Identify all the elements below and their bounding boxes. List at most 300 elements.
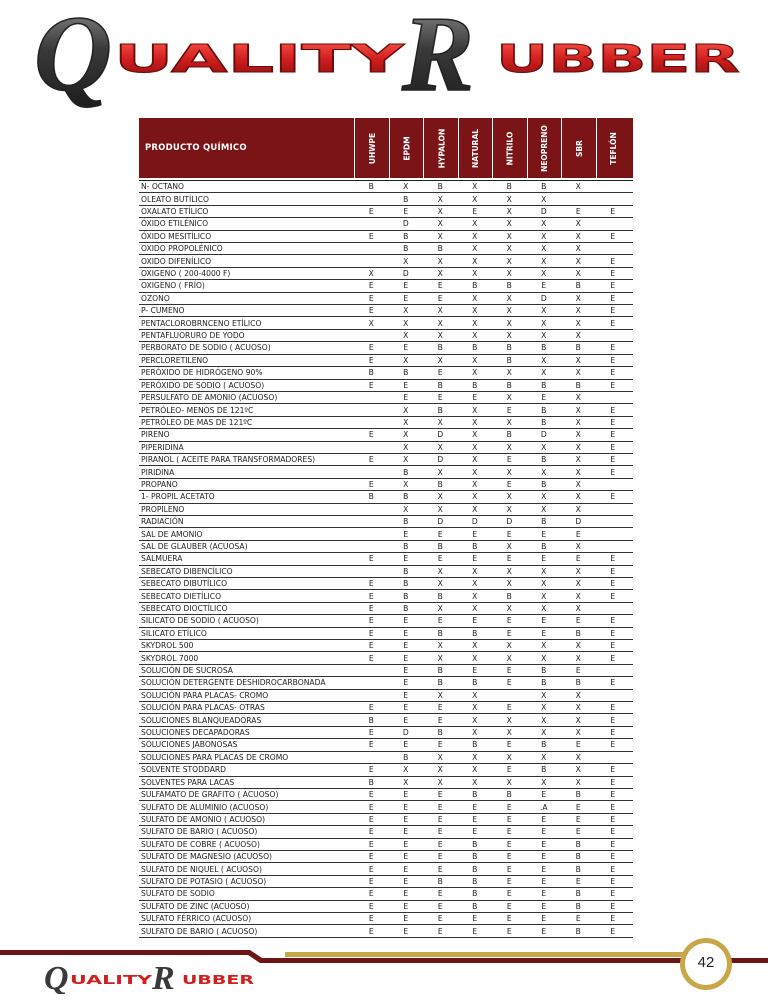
rating-cell: X: [403, 442, 409, 452]
material-header: HYPALON: [436, 128, 446, 168]
rating-cell: X: [541, 604, 547, 614]
rating-cell: X: [575, 566, 581, 576]
rating-cell: B: [541, 666, 547, 676]
rating-cell: E: [610, 355, 616, 365]
rating-cell: X: [472, 765, 478, 775]
rating-cell: B: [541, 765, 547, 775]
table-row: [139, 652, 633, 664]
rating-cell: E: [403, 740, 409, 750]
rating-cell: E: [437, 852, 443, 862]
material-header: UHWPE: [367, 132, 377, 164]
rating-cell: B: [575, 839, 581, 849]
rating-cell: B: [506, 343, 512, 353]
table-row: [139, 590, 633, 602]
rating-cell: X: [472, 355, 478, 365]
rating-cell: X: [437, 504, 443, 514]
rating-cell: E: [610, 740, 616, 750]
rating-cell: E: [472, 554, 478, 564]
rating-cell: X: [541, 368, 547, 378]
rating-cell: X: [575, 430, 581, 440]
table-row: [139, 404, 633, 416]
rating-cell: E: [403, 293, 409, 303]
rating-cell: X: [472, 318, 478, 328]
product-name: PERÓXIDO DE SODIO ( ACUOSO): [141, 380, 265, 390]
rating-cell: B: [437, 479, 443, 489]
product-name: 1- PROPIL ACETATO: [141, 492, 215, 502]
rating-cell: E: [610, 343, 616, 353]
table-row: [139, 888, 633, 900]
rating-cell: X: [437, 318, 443, 328]
rating-cell: X: [403, 331, 409, 341]
rating-cell: B: [541, 678, 547, 688]
product-name: PERCLORETILENO: [141, 355, 209, 365]
product-name: PERSULFATO DE AMONIO (ACUOSO): [141, 393, 278, 403]
rating-cell: B: [437, 380, 443, 390]
table-row: [139, 801, 633, 813]
table-row: [139, 305, 633, 317]
rating-cell: X: [506, 231, 512, 241]
rating-cell: E: [575, 814, 581, 824]
rating-cell: B: [368, 182, 374, 192]
rating-cell: E: [506, 765, 512, 775]
rating-cell: E: [437, 393, 443, 403]
rating-cell: X: [575, 653, 581, 663]
rating-cell: X: [368, 269, 374, 279]
rating-cell: X: [575, 728, 581, 738]
rating-cell: E: [368, 827, 374, 837]
rating-cell: X: [575, 306, 581, 316]
rating-cell: X: [541, 504, 547, 514]
rating-cell: E: [403, 653, 409, 663]
rating-cell: E: [610, 628, 616, 638]
rating-cell: B: [575, 864, 581, 874]
product-name: PENTAFLUORURO DE YODO: [141, 331, 245, 341]
rating-cell: E: [610, 579, 616, 589]
rating-cell: X: [506, 752, 512, 762]
rating-cell: X: [506, 492, 512, 502]
product-name: PETRÓLEO DE MAS DE 121ºC: [141, 417, 253, 427]
rating-cell: B: [472, 889, 478, 899]
rating-cell: X: [437, 777, 443, 787]
rating-cell: E: [368, 852, 374, 862]
rating-cell: X: [472, 752, 478, 762]
rating-cell: E: [368, 703, 374, 713]
table-row: [139, 528, 633, 540]
product-name: SOLUCIÓN DE SUCROSA: [141, 666, 233, 676]
table-row: [139, 777, 633, 789]
rating-cell: E: [575, 827, 581, 837]
rating-cell: E: [403, 839, 409, 849]
rating-cell: X: [541, 715, 547, 725]
rating-cell: B: [541, 417, 547, 427]
product-name: SAL DE GLAUBER (ACUOSA): [141, 541, 248, 551]
rating-cell: E: [437, 554, 443, 564]
table-row: [139, 516, 633, 528]
rating-cell: X: [575, 591, 581, 601]
table-row: [139, 231, 633, 243]
rating-cell: B: [541, 380, 547, 390]
table-row: [139, 442, 633, 454]
rating-cell: B: [506, 790, 512, 800]
rating-cell: X: [472, 579, 478, 589]
rating-cell: X: [472, 182, 478, 192]
rating-cell: E: [541, 839, 547, 849]
rating-cell: E: [368, 306, 374, 316]
rating-cell: X: [472, 306, 478, 316]
rating-cell: E: [403, 281, 409, 291]
rating-cell: D: [437, 455, 444, 465]
rating-cell: B: [472, 790, 478, 800]
rating-cell: X: [472, 703, 478, 713]
rating-cell: E: [403, 628, 409, 638]
product-name: SULFATO DE BARIO ( ACUOSO): [141, 926, 258, 936]
rating-cell: E: [368, 765, 374, 775]
rating-cell: B: [472, 740, 478, 750]
rating-cell: D: [575, 517, 582, 527]
product-name: SOLVENTES PARA LACAS: [141, 777, 235, 787]
rating-cell: B: [575, 281, 581, 291]
rating-cell: E: [368, 728, 374, 738]
rating-cell: E: [541, 393, 547, 403]
rating-cell: X: [541, 752, 547, 762]
rating-cell: X: [541, 690, 547, 700]
rating-cell: B: [403, 194, 409, 204]
rating-cell: X: [472, 442, 478, 452]
rating-cell: E: [506, 405, 512, 415]
rating-cell: E: [403, 790, 409, 800]
rating-cell: E: [610, 864, 616, 874]
rating-cell: B: [403, 231, 409, 241]
table-row: [139, 330, 633, 342]
rating-cell: E: [437, 901, 443, 911]
rating-cell: X: [472, 293, 478, 303]
rating-cell: D: [402, 728, 409, 738]
rating-cell: E: [610, 417, 616, 427]
rating-cell: X: [541, 256, 547, 266]
rating-cell: X: [506, 318, 512, 328]
rating-cell: X: [437, 467, 443, 477]
rating-cell: E: [575, 529, 581, 539]
table-row: [139, 367, 633, 379]
rating-cell: E: [368, 591, 374, 601]
rating-cell: E: [610, 777, 616, 787]
rating-cell: E: [437, 839, 443, 849]
rating-cell: B: [403, 244, 409, 254]
rating-cell: X: [575, 690, 581, 700]
rating-cell: E: [368, 864, 374, 874]
rating-cell: B: [368, 715, 374, 725]
rating-cell: X: [575, 318, 581, 328]
rating-cell: E: [368, 616, 374, 626]
table-row: [139, 504, 633, 516]
table-row: [139, 553, 633, 565]
rating-cell: X: [541, 318, 547, 328]
logo-word-uality: UALITY: [70, 973, 153, 987]
rating-cell: X: [575, 293, 581, 303]
rating-cell: X: [541, 703, 547, 713]
rating-cell: B: [575, 790, 581, 800]
rating-cell: X: [403, 256, 409, 266]
rating-cell: E: [403, 703, 409, 713]
rating-cell: B: [575, 678, 581, 688]
product-name: N- OCTANO: [141, 182, 185, 192]
rating-cell: E: [506, 554, 512, 564]
rating-cell: E: [506, 814, 512, 824]
rating-cell: B: [472, 864, 478, 874]
material-header: EPDM: [402, 135, 412, 161]
rating-cell: E: [506, 876, 512, 886]
rating-cell: B: [403, 591, 409, 601]
rating-cell: E: [506, 864, 512, 874]
logo-word-uality: UALITY: [114, 37, 405, 81]
rating-cell: E: [472, 393, 478, 403]
rating-cell: E: [403, 380, 409, 390]
rating-cell: E: [472, 814, 478, 824]
rating-cell: E: [610, 889, 616, 899]
rating-cell: X: [575, 219, 581, 229]
rating-cell: E: [437, 802, 443, 812]
rating-cell: X: [575, 703, 581, 713]
rating-cell: E: [575, 914, 581, 924]
rating-cell: .A: [539, 802, 548, 812]
rating-cell: X: [403, 455, 409, 465]
product-name: SOLUCIONES BLANQUEADORAS: [141, 715, 262, 725]
rating-cell: E: [437, 814, 443, 824]
rating-cell: E: [403, 715, 409, 725]
rating-cell: X: [472, 455, 478, 465]
rating-cell: X: [541, 591, 547, 601]
product-name: RADIACIÓN: [141, 517, 184, 527]
rating-cell: E: [610, 765, 616, 775]
material-header: NEOPRENO: [540, 124, 550, 172]
table-row: [139, 193, 633, 205]
page-number: 42: [697, 954, 715, 971]
rating-cell: E: [472, 926, 478, 936]
rating-cell: X: [472, 417, 478, 427]
rating-cell: X: [506, 293, 512, 303]
rating-cell: E: [368, 802, 374, 812]
table-row: [139, 851, 633, 863]
rating-cell: B: [472, 281, 478, 291]
table-row: [139, 466, 633, 478]
rating-cell: E: [368, 355, 374, 365]
rating-cell: B: [575, 343, 581, 353]
rating-cell: E: [610, 802, 616, 812]
product-name: PERBORATO DE SODIO ( ACUOSO): [141, 343, 271, 353]
rating-cell: E: [506, 479, 512, 489]
rating-cell: X: [541, 653, 547, 663]
rating-cell: X: [541, 579, 547, 589]
rating-cell: X: [575, 455, 581, 465]
rating-cell: B: [472, 628, 478, 638]
rating-cell: X: [541, 728, 547, 738]
product-name: SKYDROL 7000: [141, 653, 199, 663]
rating-cell: X: [403, 777, 409, 787]
rating-cell: X: [472, 368, 478, 378]
rating-cell: E: [403, 529, 409, 539]
rating-cell: X: [541, 194, 547, 204]
rating-cell: X: [437, 219, 443, 229]
rating-cell: E: [610, 566, 616, 576]
product-name: SEBECATO DIBENCÍLICO: [141, 566, 233, 576]
table-row: [139, 280, 633, 292]
logo-letter-r: R: [152, 962, 175, 994]
rating-cell: E: [610, 914, 616, 924]
product-name: SULFATO DE COBRE ( ACUOSO): [141, 839, 260, 849]
rating-cell: X: [506, 653, 512, 663]
table-row: [139, 566, 633, 578]
rating-cell: B: [403, 752, 409, 762]
rating-cell: X: [472, 690, 478, 700]
table-row: [139, 665, 633, 677]
rating-cell: E: [506, 926, 512, 936]
rating-cell: X: [472, 467, 478, 477]
table-row: [139, 342, 633, 354]
table-row: [139, 603, 633, 615]
rating-cell: X: [575, 368, 581, 378]
material-header: NITRILO: [505, 131, 515, 165]
table-row: [139, 255, 633, 267]
table-row: [139, 429, 633, 441]
rating-cell: E: [541, 889, 547, 899]
rating-cell: E: [368, 604, 374, 614]
logo-word-ubber: UBBER: [182, 973, 254, 987]
rating-cell: X: [437, 690, 443, 700]
table-row: [139, 764, 633, 776]
rating-cell: E: [437, 914, 443, 924]
table-row: [139, 863, 633, 875]
rating-cell: E: [541, 926, 547, 936]
rating-cell: B: [575, 628, 581, 638]
rating-cell: X: [437, 417, 443, 427]
rating-cell: B: [403, 368, 409, 378]
rating-cell: B: [403, 517, 409, 527]
rating-cell: E: [541, 628, 547, 638]
rating-cell: D: [540, 207, 547, 217]
product-name: SULFATO DE SODIO: [141, 889, 215, 899]
rating-cell: B: [368, 368, 374, 378]
rating-cell: E: [506, 703, 512, 713]
rating-cell: B: [541, 740, 547, 750]
product-name: SEBECATO DIBUTÍLICO: [141, 579, 228, 589]
rating-cell: E: [437, 293, 443, 303]
rating-cell: B: [506, 591, 512, 601]
table-row: [139, 702, 633, 714]
rating-cell: D: [471, 517, 478, 527]
rating-cell: E: [541, 852, 547, 862]
rating-cell: B: [506, 430, 512, 440]
rating-cell: X: [541, 355, 547, 365]
rating-cell: X: [506, 641, 512, 651]
rating-cell: X: [575, 331, 581, 341]
rating-cell: X: [403, 306, 409, 316]
rating-cell: E: [368, 839, 374, 849]
rating-cell: E: [472, 914, 478, 924]
rating-cell: E: [437, 529, 443, 539]
rating-cell: B: [575, 852, 581, 862]
rating-cell: X: [403, 405, 409, 415]
product-name: PIRIDINA: [141, 467, 175, 477]
rating-cell: X: [506, 194, 512, 204]
table-row: [139, 640, 633, 652]
rating-cell: E: [472, 529, 478, 539]
rating-cell: E: [403, 678, 409, 688]
table-row: [139, 491, 633, 503]
rating-cell: E: [541, 827, 547, 837]
rating-cell: E: [541, 814, 547, 824]
product-name: SOLVENTE STODDARD: [141, 765, 227, 775]
rating-cell: D: [540, 293, 547, 303]
rating-cell: X: [506, 417, 512, 427]
rating-cell: E: [610, 269, 616, 279]
rating-cell: B: [437, 591, 443, 601]
rating-cell: X: [575, 579, 581, 589]
rating-cell: B: [506, 355, 512, 365]
rating-cell: B: [541, 182, 547, 192]
rating-cell: X: [541, 269, 547, 279]
rating-cell: X: [506, 269, 512, 279]
rating-cell: E: [472, 616, 478, 626]
table-row: [139, 417, 633, 429]
rating-cell: X: [437, 765, 443, 775]
rating-cell: E: [506, 666, 512, 676]
rating-cell: E: [403, 207, 409, 217]
product-name: SOLUCIONES DECAPADORAS: [141, 728, 250, 738]
rating-cell: E: [368, 231, 374, 241]
rating-cell: X: [472, 715, 478, 725]
table-row: [139, 541, 633, 553]
rating-cell: E: [506, 839, 512, 849]
rating-cell: E: [541, 876, 547, 886]
rating-cell: X: [506, 715, 512, 725]
rating-cell: X: [437, 752, 443, 762]
rating-cell: E: [575, 740, 581, 750]
rating-cell: E: [506, 740, 512, 750]
rating-cell: E: [610, 641, 616, 651]
rating-cell: B: [472, 901, 478, 911]
table-row: [139, 690, 633, 702]
rating-cell: E: [368, 653, 374, 663]
rating-cell: E: [437, 368, 443, 378]
table-row: [139, 615, 633, 627]
rating-cell: E: [610, 728, 616, 738]
rating-cell: X: [575, 492, 581, 502]
product-name: SULFATO FÉRRICO (ACUOSO): [141, 914, 252, 924]
product-name: SULFAMATO DE GRAFITO ( ACUOSO): [141, 790, 279, 800]
rating-cell: B: [541, 455, 547, 465]
rating-cell: X: [541, 331, 547, 341]
rating-cell: E: [610, 293, 616, 303]
rating-cell: X: [506, 368, 512, 378]
product-name: PIPERIDINA: [141, 442, 184, 452]
product-name: PIRANOL ( ACEITE PARA TRANSFORMADORES): [141, 455, 316, 465]
rating-cell: X: [506, 566, 512, 576]
rating-cell: X: [472, 231, 478, 241]
rating-cell: E: [610, 814, 616, 824]
rating-cell: X: [541, 641, 547, 651]
table-row: [139, 839, 633, 851]
product-name: SOLUCIONES PARA PLACAS DE CROMO: [141, 752, 289, 762]
rating-cell: E: [368, 914, 374, 924]
rating-cell: X: [437, 207, 443, 217]
rating-cell: B: [506, 182, 512, 192]
rating-cell: E: [368, 641, 374, 651]
logo-letter-q: Q: [44, 962, 69, 994]
rating-cell: X: [541, 442, 547, 452]
rating-cell: B: [472, 678, 478, 688]
rating-cell: E: [610, 678, 616, 688]
rating-cell: E: [541, 554, 547, 564]
